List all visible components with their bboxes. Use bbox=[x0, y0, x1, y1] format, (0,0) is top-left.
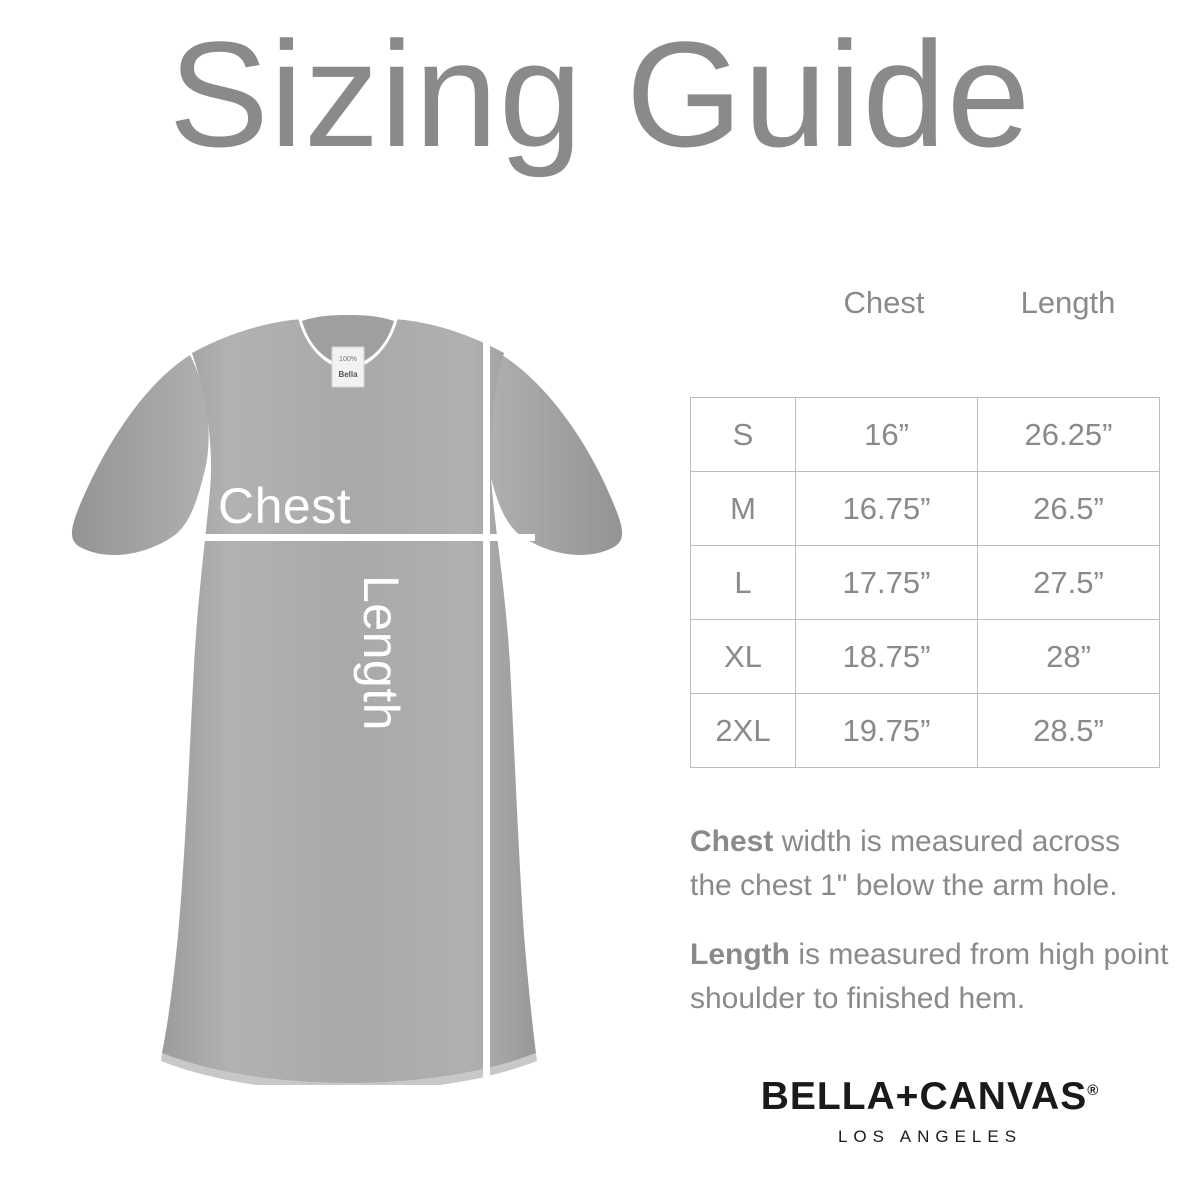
header-spacer bbox=[690, 285, 792, 321]
tshirt-graphic bbox=[40, 285, 660, 1085]
cell-length: 26.25” bbox=[978, 398, 1160, 472]
brand-logo bbox=[690, 1075, 1170, 1147]
brand-name-text: BELLA+CANVAS bbox=[760, 1075, 1088, 1118]
cell-chest: 17.75” bbox=[796, 546, 978, 620]
cell-size: L bbox=[691, 546, 796, 620]
note-chest bbox=[690, 820, 1170, 907]
brand-tagline: LOS ANGELES bbox=[837, 1127, 1023, 1146]
cell-length: 27.5” bbox=[978, 546, 1160, 620]
chest-overlay-label: Chest bbox=[218, 478, 352, 534]
column-header-length: Length bbox=[1020, 285, 1116, 320]
brand-name bbox=[761, 1075, 1100, 1119]
cell-length: 26.5” bbox=[978, 472, 1160, 546]
cell-chest: 16” bbox=[796, 398, 978, 472]
table-row bbox=[691, 472, 1160, 546]
cell-chest: 19.75” bbox=[796, 694, 978, 768]
table-row bbox=[691, 620, 1160, 694]
size-table-section bbox=[690, 285, 1160, 768]
note-length-term: Length bbox=[690, 938, 790, 971]
note-chest-term: Chest bbox=[690, 825, 774, 858]
registered-mark: ® bbox=[1087, 1082, 1100, 1099]
table-row bbox=[691, 694, 1160, 768]
measurement-notes bbox=[690, 820, 1170, 1046]
table-row bbox=[691, 546, 1160, 620]
column-header-chest: Chest bbox=[843, 285, 925, 320]
cell-size: S bbox=[691, 398, 796, 472]
table-column-headers bbox=[690, 285, 1160, 321]
cell-size: M bbox=[691, 472, 796, 546]
table-row bbox=[691, 398, 1160, 472]
cell-size: XL bbox=[691, 620, 796, 694]
svg-text:100%: 100% bbox=[339, 356, 357, 363]
cell-size: 2XL bbox=[691, 694, 796, 768]
note-length bbox=[690, 933, 1170, 1020]
note-chest-text: width is measured across the chest 1" below the arm hole. bbox=[690, 825, 1121, 902]
length-measure-line bbox=[483, 332, 490, 1107]
note-length-text: is measured from high point shoulder to finished hem. bbox=[690, 938, 1169, 1015]
cell-length: 28” bbox=[978, 620, 1160, 694]
svg-text:Bella: Bella bbox=[338, 370, 358, 379]
cell-chest: 16.75” bbox=[796, 472, 978, 546]
size-table bbox=[690, 397, 1160, 768]
cell-length: 28.5” bbox=[978, 694, 1160, 768]
cell-chest: 18.75” bbox=[796, 620, 978, 694]
length-overlay-label: Length bbox=[353, 575, 409, 731]
page-title: Sizing Guide bbox=[168, 10, 1032, 178]
shirt-illustration bbox=[40, 285, 660, 1085]
